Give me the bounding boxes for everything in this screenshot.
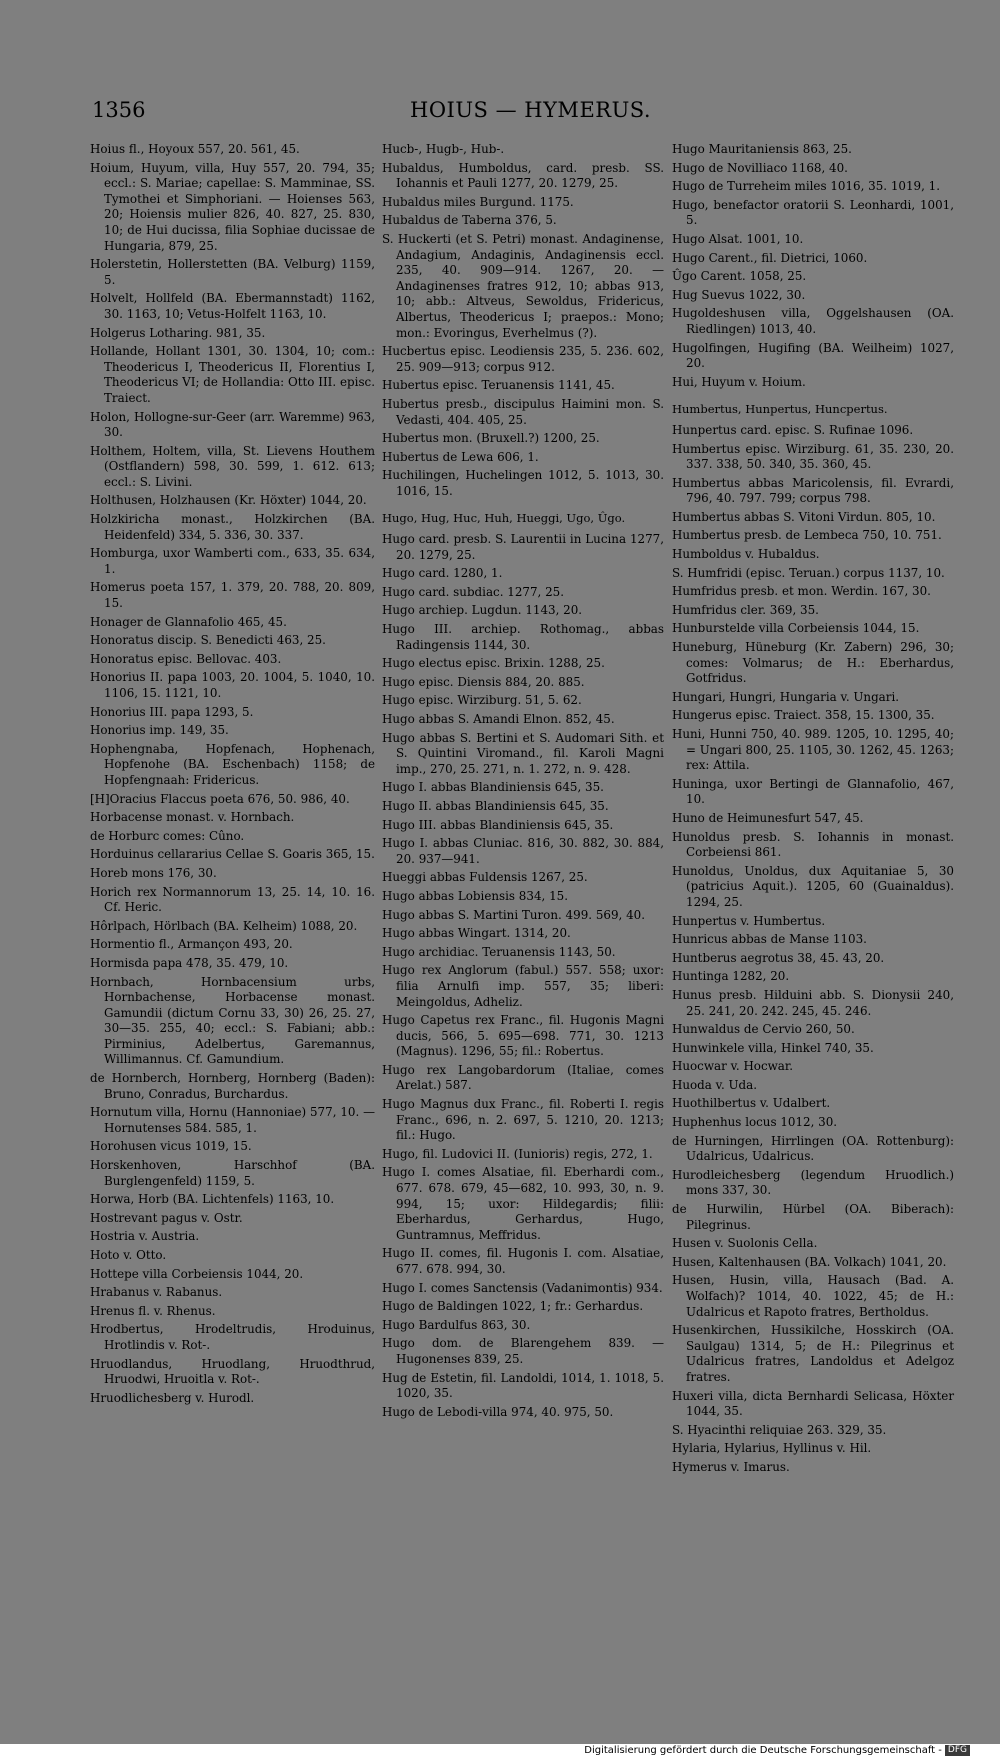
index-entry: Humbertus abbas S. Vitoni Virdun. 805, 10. [672,509,936,524]
index-entry: Hungerus episc. Traiect. 358, 15. 1300, 35. [672,708,935,723]
index-entry: Huninga, uxor Bertingi de Glannafolio, 467, 10. [672,776,954,807]
index-entry: Huocwar v. Hocwar. [672,1059,794,1074]
column-1 [90,142,375,1409]
index-entry: Hucbertus episc. Leodiensis 235, 5. 236. 602, 25. 909—913; corpus 912. [382,344,664,374]
index-entry: Hugo de Lebodi-villa 974, 40. 975, 50. [382,1404,614,1419]
index-entry: Humbertus episc. Wirziburg. 61, 35. 230, 20. 337. 338, 50. 340, 35. 360, 45. [672,441,954,472]
index-entry: Hunricus abbas de Manse 1103. [672,932,867,947]
index-entry: Honoratus episc. Bellovac. 403. [90,651,282,666]
index-entry: Homburga, uxor Wamberti com., 633, 35. 634, 1. [90,546,375,576]
index-entry: Holerstetin, Hollerstetten (BA. Velburg) 1159, 5. [90,257,375,287]
index-entry: Hubertus episc. Teruanensis 1141, 45. [382,378,615,393]
index-entry: Hunwaldus de Cervio 260, 50. [672,1022,855,1037]
footer-credit [0,1744,1000,1758]
index-entry: Hunpertus v. Humbertus. [672,913,826,928]
index-entry: Huni, Hunni 750, 40. 989. 1205, 10. 1295, 40; = Ungari 800, 25. 1105, 30. 1262, 45. 1263; rex: Attila. [672,727,954,773]
index-entry: Hucb-, Hugb-, Hub-. [382,142,505,156]
index-entry: [H]Oracius Flaccus poeta 676, 50. 986, 40. [90,791,350,806]
index-entry: Hubertus de Lewa 606, 1. [382,449,539,464]
column-3 [672,142,954,1479]
index-entry: Huchilingen, Huchelingen 1012, 5. 1013, 30. 1016, 15. [382,468,664,498]
index-entry: Hubertus mon. (Bruxell.?) 1200, 25. [382,431,600,446]
index-entry: Hormentio fl., Armançon 493, 20. [90,937,293,952]
dfg-logo-icon: DFG [945,1745,970,1756]
index-entry: Hugo rex Anglorum (fabul.) 557. 558; uxor: filia Arnulfi imp. 557, 35; liberi: Meingoldus, Adheliz. [382,963,664,1009]
index-entry: Hui, Huyum v. Hoium. [672,374,806,389]
index-entry: Hylaria, Hylarius, Hyllinus v. Hil. [672,1441,872,1456]
index-entry: Hugo I. abbas Blandiniensis 645, 35. [382,780,604,795]
index-entry: Hoto v. Otto. [90,1248,167,1262]
index-entry: de Hurningen, Hirrlingen (OA. Rottenburg): Udalricus, Udalricus. [672,1133,954,1164]
index-entry: Huothilbertus v. Udalbert. [672,1096,831,1111]
index-entry: Hug Suevus 1022, 30. [672,287,806,302]
index-entry: Honager de Glannafolio 465, 45. [90,614,287,629]
index-entry: Honoratus discip. S. Benedicti 463, 25. [90,633,326,648]
index-entry: Hugo Capetus rex Franc., fil. Hugonis Magni ducis, 566, 5. 695—698. 771, 30. 1213 (Magnus). 1296, 55; fil.: Robertus. [382,1013,664,1059]
index-entry: Hugo Magnus dux Franc., fil. Roberti I. regis Franc., 696, n. 2. 697, 5. 1210, 20. 1213; fil.: Hugo. [382,1097,664,1143]
index-entry: Horskenhoven, Harschhof (BA. Burglengenfeld) 1159, 5. [90,1158,375,1188]
index-entry: Hurodleichesberg (legendum Hruodlich.) mons 337, 30. [672,1167,954,1198]
index-entry: Hrabanus v. Rabanus. [90,1285,223,1300]
index-entry: Hugoldeshusen villa, Oggelshausen (OA. Riedlingen) 1013, 40. [672,306,954,336]
index-entry: Humfridus presb. et mon. Werdin. 167, 30. [672,584,931,599]
index-entry: Holthem, Holtem, villa, St. Lievens Houthem (Ostflandern) 598, 30. 599, 1. 612. 613; eccl.: S. Livini. [90,443,375,489]
index-entry: Holvelt, Hollfeld (BA. Ebermannstadt) 1162, 30. 1163, 10; Vetus-Holfelt 1163, 10. [90,291,375,321]
index-entry: Huneburg, Hüneburg (Kr. Zabern) 296, 30; comes: Volmarus; de H.: Eberhardus, Gotfridus. [672,640,954,686]
index-entry: S. Humfridi (episc. Teruan.) corpus 1137, 10. [672,565,945,580]
index-entry: Humbertus presb. de Lembeca 750, 10. 751. [672,528,942,543]
index-entry: Husenkirchen, Hussikilche, Hosskirch (OA. Saulgau) 1314, 5; de H.: Pilegrinus et Udalricus fratres, Landoldus et Adelgoz fratres. [672,1323,954,1384]
index-entry: Hugo III. archiep. Rothomag., abbas Radingensis 1144, 30. [382,622,664,652]
index-entry: Hugo abbas S. Amandi Elnon. 852, 45. [382,712,615,726]
index-entry: Huno de Heimunesfurt 547, 45. [672,810,864,825]
index-entry: Hugo I. comes Sanctensis (Vadanimontis) 934. [382,1280,663,1295]
index-entry: Humboldus v. Hubaldus. [672,547,820,562]
index-entry: Huntberus aegrotus 38, 45. 43, 20. [672,950,885,965]
index-entry: Hornutum villa, Hornu (Hannoniae) 577, 10. — Hornutenses 584. 585, 1. [90,1105,375,1135]
index-entry: Huntinga 1282, 20. [672,969,790,984]
index-entry: Huxeri villa, dicta Bernhardi Selicasa, Höxter 1044, 35. [672,1388,954,1419]
index-entry: Hugo I. comes Alsatiae, fil. Eberhardi com., 677. 678. 679, 45—682, 10. 993, 30, n. 9. 994, 15; uxor: Hildegardis; filii: Eberhardus, Gerhardus, Hugo, Guntramnus, Meffridus. [382,1165,664,1242]
footer-text: Digitalisierung gefördert durch die Deutsche Forschungsgemeinschaft - [584,1745,942,1756]
index-entry: Husen v. Suolonis Cella. [672,1236,818,1251]
index-entry: Hugo abbas S. Bertini et S. Audomari Sith. et S. Quintini Viromand., fil. Karoli Magni imp., 270, 25. 271, n. 1. 272, n. 9. 428. [382,730,664,776]
index-entry: Hoius fl., Hoyoux 557, 20. 561, 45. [90,142,300,156]
index-entry: Hueggi abbas Fuldensis 1267, 25. [382,870,588,885]
index-entry: Hugo card. presb. S. Laurentii in Lucina 1277, 20. 1279, 25. [382,532,664,562]
index-entry: de Hurwilin, Hürbel (OA. Biberach): Pilegrinus. [672,1202,954,1232]
index-entry: Hugo III. abbas Blandiniensis 645, 35. [382,817,614,832]
index-entry: Hruodlandus, Hruodlang, Hruodthrud, Hruodwi, Hruoitla v. Rot-. [90,1356,375,1387]
index-entry: Holzkiricha monast., Holzkirchen (BA. Heidenfeld) 334, 5. 336, 30. 337. [90,512,375,542]
index-entry: Holgerus Lotharing. 981, 35. [90,325,266,340]
index-entry: Hunpertus card. episc. S. Rufinae 1096. [672,422,914,437]
index-entry: Hostrevant pagus v. Ostr. [90,1210,243,1225]
index-entry: Hruodlichesberg v. Hurodl. [90,1390,255,1405]
index-entry: Honorius imp. 149, 35. [90,723,229,738]
index-entry: Horich rex Normannorum 13, 25. 14, 10. 16. Cf. Heric. [90,884,375,915]
index-entry: Hostria v. Austria. [90,1229,200,1244]
index-entry: Hugo Bardulfus 863, 30. [382,1317,531,1332]
index-entry: Hugo de Novilliaco 1168, 40. [672,160,848,175]
index-entry: Hugo episc. Wirziburg. 51, 5. 62. [382,693,582,708]
index-entry: Hoium, Huyum, villa, Huy 557, 20. 794, 35; eccl.: S. Mariae; capellae: S. Mamminae, SS. Tymothei et Simphoriani. — Hoienses 563, 20; Hoiensis mulier 826, 40. 827, 25. 830, 10; de Hui ducissa, filia Sophiae ducissae de Hungaria, 879, 25. [90,160,375,253]
index-entry: Hugo II. comes, fil. Hugonis I. com. Alsatiae, 677. 678. 994, 30. [382,1246,664,1276]
index-entry: Hugo, fil. Ludovici II. (Iunioris) regis, 272, 1. [382,1146,653,1161]
index-entry: Holon, Hollogne-sur-Geer (arr. Waremme) 963, 30. [90,409,375,440]
index-entry: Hôrlpach, Hörlbach (BA. Kelheim) 1088, 20. [90,918,358,933]
index-entry: Hugo dom. de Blarengehem 839. — Hugonenses 839, 25. [382,1336,664,1366]
index-entry: Horbacense monast. v. Hornbach. [90,810,295,825]
section-heading: Hugo, Hug, Huc, Huh, Hueggi, Ugo, Ûgo. [382,511,626,526]
index-entry: Homerus poeta 157, 1. 379, 20. 788, 20. 809, 15. [90,580,375,611]
column-2 [382,142,664,1423]
index-entry: Honorius II. papa 1003, 20. 1004, 5. 1040, 10. 1106, 15. 1121, 10. [90,670,375,700]
index-entry: Hunus presb. Hilduini abb. S. Dionysii 240, 25. 241, 20. 242. 245, 45. 246. [672,987,954,1018]
index-entry: Hubertus presb., discipulus Haimini mon. S. Vedasti, 404. 405, 25. [382,396,664,427]
index-entry: Hophengnaba, Hopfenach, Hophenach, Hopfenohe (BA. Eschenbach) 1158; de Hopfengnaah: Fridericus. [90,741,375,787]
index-entry: Hugo de Baldingen 1022, 1; fr.: Gerhardus. [382,1299,644,1314]
index-entry: Holthusen, Holzhausen (Kr. Höxter) 1044, 20. [90,493,367,508]
index-entry: Hugo II. abbas Blandiniensis 645, 35. [382,798,609,813]
index-entry: S. Hyacinthi reliquiae 263. 329, 35. [672,1422,887,1437]
index-entry: Hugo, benefactor oratorii S. Leonhardi, 1001, 5. [672,197,954,228]
index-entry: Hubaldus miles Burgund. 1175. [382,194,574,209]
index-entry: Humfridus cler. 369, 35. [672,602,819,617]
index-entry: Hugo archiep. Lugdun. 1143, 20. [382,603,583,618]
index-entry: Hugo abbas Wingart. 1314, 20. [382,926,571,941]
index-entry: Hugo archidiac. Teruanensis 1143, 50. [382,944,616,959]
index-entry: Hubaldus, Humboldus, card. presb. SS. Iohannis et Pauli 1277, 20. 1279, 25. [382,160,664,191]
index-entry: Huphenhus locus 1012, 30. [672,1115,838,1130]
index-entry: Hunwinkele villa, Hinkel 740, 35. [672,1040,874,1055]
index-entry: Hug de Estetin, fil. Landoldi, 1014, 1. 1018, 5. 1020, 35. [382,1370,664,1401]
index-entry: Hugo I. abbas Cluniac. 816, 30. 882, 30. 884, 20. 937—941. [382,836,664,866]
index-entry: Horwa, Horb (BA. Lichtenfels) 1163, 10. [90,1192,335,1207]
index-entry: Hugo abbas Lobiensis 834, 15. [382,888,568,903]
index-entry: Hugo episc. Diensis 884, 20. 885. [382,674,585,689]
index-entry: Hugo card. 1280, 1. [382,566,503,581]
index-entry: Hollande, Hollant 1301, 30. 1304, 10; com.: Theodericus I, Theodericus II, Florentius I, Theodericus VI; de Hollandia: Otto III. episc. Traiect. [90,344,375,405]
index-entry: Hunburstelde villa Corbeiensis 1044, 15. [672,621,920,636]
index-entry: Honorius III. papa 1293, 5. [90,704,254,719]
index-entry: Hugo abbas S. Martini Turon. 499. 569, 40. [382,907,645,922]
index-entry: Hugo rex Langobardorum (Italiae, comes Arelat.) 587. [382,1062,664,1093]
index-entry: Horohusen vicus 1019, 15. [90,1139,252,1154]
index-entry: Hrenus fl. v. Rhenus. [90,1303,216,1318]
index-entry: Husen, Husin, villa, Hausach (Bad. A. Wolfach)? 1014, 40. 1022, 45; de H.: Udalricus et Rapoto fratres, Bertholdus. [672,1273,954,1319]
index-entry: Hubaldus de Taberna 376, 5. [382,213,557,228]
index-entry: Hunoldus presb. S. Iohannis in monast. Corbeiensi 861. [672,829,954,860]
index-entry: Humbertus abbas Maricolensis, fil. Evrardi, 796, 40. 797. 799; corpus 798. [672,475,954,506]
index-entry: Hugo electus episc. Brixin. 1288, 25. [382,656,605,671]
index-entry: Hugo de Turreheim miles 1016, 35. 1019, 1. [672,179,941,194]
page-number: 1356 [92,98,146,122]
index-entry: S. Huckerti (et S. Petri) monast. Andaginense, Andagium, Andaginis, Andaginensis eccl. 235, 40. 909—914. 1267, 20. — Andaginenses fratres 912, 10; abbas 913, 10; abb.: Altveus, Sewoldus, Fridericus, Albertus, Theodericus I; praepos.: Mono; mon.: Evoringus, Everhelmus (?). [382,231,664,340]
index-entry: Hymerus v. Imarus. [672,1459,790,1474]
index-entry: Hrodbertus, Hrodeltrudis, Hroduinus, Hrotlindis v. Rot-. [90,1322,375,1352]
index-entry: Hugo Mauritaniensis 863, 25. [672,142,852,156]
index-entry: Hugolfingen, Hugifing (BA. Weilheim) 1027, 20. [672,340,954,371]
index-entry: Hornbach, Hornbacensium urbs, Hornbachense, Horbacense monast. Gamundii (dictum Cornu 33, 30) 26, 25. 27, 30—35. 255, 40; eccl.: S. Fabiani; abb.: Pirminius, Adelbertus, Garemannus, Willimannus. Cf. Gamundium. [90,974,375,1067]
index-entry: Hugo Carent., fil. Dietrici, 1060. [672,250,868,265]
index-entry: de Horburc comes: Cûno. [90,828,245,843]
index-entry: Horeb mons 176, 30. [90,865,217,880]
index-entry: de Hornberch, Hornberg, Hornberg (Baden): Bruno, Conradus, Burchardus. [90,1071,375,1101]
index-entry: Ûgo Carent. 1058, 25. [672,269,807,284]
section-heading: Humbertus, Hunpertus, Huncpertus. [672,402,888,417]
index-entry: Huoda v. Uda. [672,1077,758,1092]
index-entry: Hunoldus, Unoldus, dux Aquitaniae 5, 30 (patricius Aquit.). 1205, 60 (Guainaldus). 1294, 25. [672,863,954,909]
running-head: HOIUS — HYMERUS. [410,98,652,122]
index-entry: Hottepe villa Corbeiensis 1044, 20. [90,1266,304,1281]
index-entry: Horduinus cellararius Cellae S. Goaris 365, 15. [90,847,375,862]
index-entry: Hugo card. subdiac. 1277, 25. [382,584,565,599]
index-entry: Hungari, Hungri, Hungaria v. Ungari. [672,689,900,704]
index-entry: Hugo Alsat. 1001, 10. [672,231,804,246]
index-entry: Husen, Kaltenhausen (BA. Volkach) 1041, 20. [672,1254,947,1269]
index-entry: Hormisda papa 478, 35. 479, 10. [90,955,289,970]
